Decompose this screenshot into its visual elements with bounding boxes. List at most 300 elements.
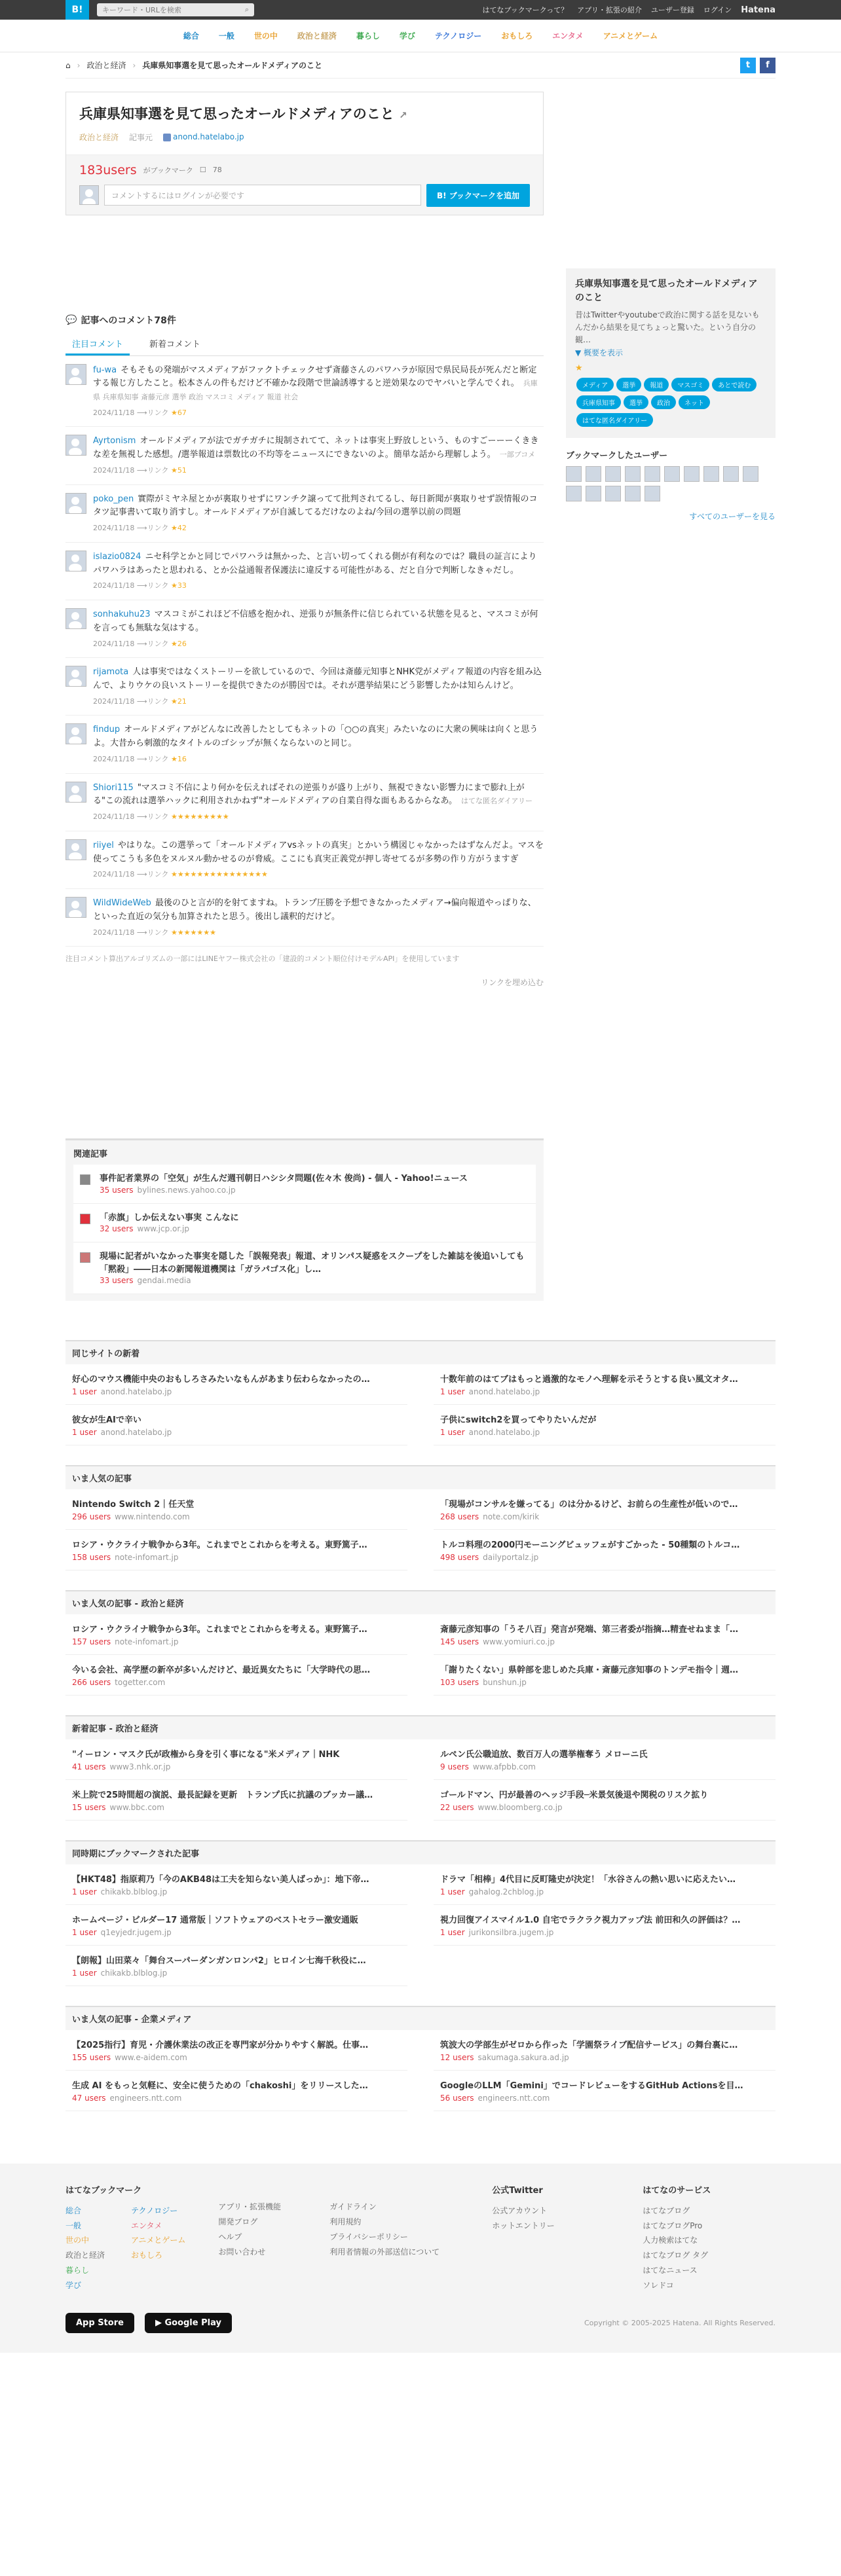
tag-pill[interactable]: 選挙 <box>616 378 641 391</box>
avatar[interactable] <box>65 551 86 571</box>
comment-user[interactable]: fu-wa <box>93 365 117 375</box>
footer-link[interactable]: 利用規約 <box>329 2217 362 2226</box>
footer-link[interactable]: ヘルプ <box>218 2232 242 2241</box>
user-avatar[interactable] <box>586 466 601 482</box>
star-count[interactable]: ★16 <box>170 755 187 764</box>
article-item[interactable] <box>65 1489 407 1530</box>
article-title[interactable]: 【朗報】山田菜々「舞台スーパーダンガンロンパ2」ヒロイン七海千秋役に… <box>72 1956 366 1967</box>
article-title[interactable]: 好心のマウス機能中央のおもしろさみたいなもんがあまり伝わらなかったの… <box>72 1375 370 1385</box>
user-avatar[interactable] <box>625 466 641 482</box>
footer-link[interactable]: ガイドライン <box>329 2202 377 2212</box>
footer-link[interactable]: 政治と経済 <box>65 2251 105 2260</box>
footer-link[interactable]: 学び <box>65 2280 82 2290</box>
star-count[interactable]: ★51 <box>170 466 187 475</box>
article-item[interactable] <box>434 2071 776 2111</box>
star-count[interactable]: ★33 <box>170 581 187 590</box>
search-icon[interactable]: ⌕ <box>244 5 249 14</box>
article-title[interactable]: 彼女が生AIで辛い <box>72 1415 141 1426</box>
top-link-0[interactable]: はてなブックマークって？ <box>482 6 569 14</box>
article-domain: gahalog.2chblog.jp <box>468 1887 544 1897</box>
comment-item <box>65 774 544 831</box>
user-avatar[interactable] <box>645 466 660 482</box>
comment-item <box>65 356 544 427</box>
article-users[interactable]: 268 users <box>440 1512 479 1522</box>
section <box>65 1840 776 1986</box>
comment-date[interactable]: 2024/11/18 <box>93 466 135 475</box>
top-link-3[interactable]: ログイン <box>703 6 732 14</box>
article-users[interactable]: 145 users <box>440 1637 479 1647</box>
related-articles <box>65 1138 544 1301</box>
article-domain: anond.hatelabo.jp <box>100 1428 172 1438</box>
link-icon[interactable]: ⟶リンク <box>134 928 171 937</box>
footer-link[interactable]: 一般 <box>65 2221 82 2230</box>
article-title[interactable]: トルコ料理の2000円モーニングビュッフェがすごかった - 50種類のトルコ… <box>440 1540 740 1551</box>
footer-link[interactable]: はてなブログ <box>643 2205 690 2215</box>
add-bookmark-button[interactable]: B! ブックマークを追加 <box>426 184 530 207</box>
related-thumb-icon <box>80 1174 90 1185</box>
avatar[interactable] <box>65 782 86 803</box>
article-users[interactable]: 266 users <box>72 1678 111 1688</box>
article-item[interactable] <box>434 1864 776 1905</box>
article-users[interactable]: 103 users <box>440 1678 479 1688</box>
show-summary-link[interactable]: ▼ 概要を表示 <box>575 348 624 357</box>
article-users[interactable]: 1 user <box>440 1387 465 1397</box>
article-domain: q1eyjedr.jugem.jp <box>100 1928 172 1938</box>
link-icon[interactable]: ⟶リンク <box>134 639 171 648</box>
footer-link[interactable]: アプリ・拡張機能 <box>218 2202 281 2212</box>
comment-list <box>65 356 544 947</box>
app-store-badge[interactable]: App Store <box>65 2313 134 2333</box>
article-item[interactable] <box>434 1614 776 1655</box>
comment-user[interactable]: rijamota <box>93 667 129 678</box>
comment-text: 實際がミヤネ屋とかが裏取りせずにワンチク譲ってて批判されてるし、毎日新聞が裏取りせず誤情報のコタツ記事書いて取り消すし。オールドメディアが自滅してるだけなのよね/今回の選挙以前の問題 <box>93 494 538 518</box>
footer-link[interactable]: お問い合わせ <box>218 2247 266 2257</box>
comment-date[interactable]: 2024/11/18 <box>93 928 135 937</box>
hatena-bookmark-logo[interactable]: B! <box>65 0 89 20</box>
user-avatar[interactable] <box>625 486 641 501</box>
related-title[interactable]: 事件記者業界の「空気」が生んだ週刊朝日ハシシタ問題(佐々木 俊尚) - 個人 - Yahoo!ニュース <box>100 1174 468 1184</box>
main-column <box>65 79 544 1301</box>
article-title[interactable]: 【HKT48】指原莉乃「今のAKB48は工夫を知らない美人ばっか」：地下帝… <box>72 1875 369 1885</box>
article-item[interactable] <box>434 1364 776 1405</box>
tag-pill[interactable]: 選挙 <box>624 395 648 409</box>
link-icon[interactable]: ⟶リンク <box>134 466 171 475</box>
section <box>65 1465 776 1570</box>
avatar[interactable] <box>65 608 86 629</box>
user-avatar[interactable] <box>743 466 758 482</box>
comment-tags[interactable]: 兵庫県 兵庫県知事 斎藤元彦 選挙 政治 マスコミ メディア 報道 社会 <box>93 379 538 402</box>
tab-new-comments[interactable]: 新着コメント <box>149 339 201 350</box>
article-users[interactable]: 1 user <box>72 1968 97 1978</box>
breadcrumb-category[interactable]: 政治と経済 <box>86 61 126 70</box>
article-users[interactable]: 56 users <box>440 2094 474 2103</box>
link-icon[interactable]: ⟶リンク <box>134 408 171 417</box>
related-title: 関連記事 <box>73 1150 108 1160</box>
article-domain: anond.hatelabo.jp <box>468 1387 540 1397</box>
article-domain: dailyportalz.jp <box>483 1553 539 1563</box>
footer-link[interactable]: 利用者情報の外部送信について <box>329 2247 440 2257</box>
entry-summary-box <box>566 268 776 438</box>
section <box>65 1715 776 1821</box>
comment-user[interactable]: sonhakuhu23 <box>93 609 151 620</box>
footer-link[interactable]: はてなブログ タグ <box>643 2251 709 2260</box>
article-domain: www3.nhk.or.jp <box>109 1762 171 1772</box>
article-users[interactable]: 1 user <box>72 1387 97 1397</box>
related-title[interactable]: 現場に記者がいなかった事実を隠した「誤報発表」報道、オリンパス疑惑をスクープをした雑誌を後追いしても「黙殺」――日本の新聞報道機関は「ガラパゴス化」し… <box>100 1252 525 1275</box>
comment-text: そもそもの発端がマスメディアがファクトチェックせず斎藤さんのパワハラが原因で県民局長が死んだと断定する報じ方したこと。松本さんの件もだけど不確かな段階で世論誘導すると逆効果なのでヤバいと学んでくれ。 <box>93 365 537 389</box>
article-users[interactable]: 1 user <box>440 1928 465 1938</box>
article-item[interactable] <box>434 1405 776 1445</box>
comment-input[interactable]: コメントするにはログインが必要です <box>104 185 421 206</box>
external-link-icon[interactable]: ↗ <box>399 109 407 121</box>
bookmark-user-avatars <box>566 466 776 501</box>
star-count[interactable]: ★21 <box>170 697 187 706</box>
article-title[interactable]: 「現場がコンサルを嫌ってる」のは分かるけど、お前らの生産性が低いので… <box>440 1500 738 1510</box>
article-title[interactable]: 視力回復アイスマイル1.0 自宅でラクラク視力アップ法 前田和久の評価は？… <box>440 1915 741 1926</box>
entry-source-label: 記事元 <box>129 132 153 142</box>
article-title[interactable]: ロシア・ウクライナ戦争から3年。これまでとこれからを考える。東野篤子… <box>72 1540 367 1551</box>
user-avatar[interactable] <box>645 486 660 501</box>
article-users[interactable]: 9 users <box>440 1762 469 1772</box>
comment-user[interactable]: Shiori115 <box>93 782 134 793</box>
article-title[interactable]: 子供にswitch2を買ってやりたいんだが <box>440 1415 597 1426</box>
star-count[interactable]: ★67 <box>170 408 187 417</box>
article-item[interactable] <box>65 1364 407 1405</box>
section <box>65 1340 776 1445</box>
footer-link[interactable]: テクノロジー <box>131 2205 178 2215</box>
user-avatar[interactable] <box>605 466 621 482</box>
article-item[interactable] <box>65 1864 407 1905</box>
search-input[interactable] <box>97 3 254 16</box>
avatar[interactable] <box>65 897 86 918</box>
avatar <box>79 185 99 205</box>
comment-date[interactable]: 2024/11/18 <box>93 812 135 822</box>
section-title: 新着記事 - 政治と経済 <box>65 1715 776 1739</box>
search-placeholder: キーワード・URLを検索 <box>102 6 181 14</box>
article-users[interactable]: 1 user <box>72 1428 97 1438</box>
entry-site[interactable]: anond.hatelabo.jp <box>163 132 244 141</box>
user-avatar[interactable] <box>664 466 680 482</box>
comment-tags[interactable]: 一部ブコメ <box>499 450 536 460</box>
section-title: 同じサイトの新着 <box>65 1340 776 1364</box>
all-users-link[interactable]: すべてのユーザーを見る <box>689 511 776 521</box>
article-domain: togetter.com <box>115 1678 166 1688</box>
comment-date[interactable]: 2024/11/18 <box>93 697 135 706</box>
article-item[interactable] <box>434 1655 776 1696</box>
related-users[interactable]: 35 users <box>100 1185 134 1195</box>
comment-tags[interactable]: はてな匿名ダイアリー <box>461 797 533 806</box>
comment-text: マスコミがこれほど不信感を抱かれ、逆張りが無条件に信じられている状態を見ると、マスコミが何を言っても無駄な気はする。 <box>93 609 538 633</box>
home-icon[interactable]: ⌂ <box>65 60 71 70</box>
article-domain: sakumaga.sakura.ad.jp <box>477 2053 569 2063</box>
article-item[interactable] <box>434 1739 776 1780</box>
article-item[interactable] <box>434 2030 776 2071</box>
tag-pill[interactable]: メディア <box>576 378 614 391</box>
article-domain: www.bbc.com <box>109 1803 164 1813</box>
article-users[interactable]: 158 users <box>72 1553 111 1563</box>
article-title[interactable]: ゴールドマン、円が最善のヘッジ手段─米景気後退や関税のリスク拡り <box>440 1790 709 1801</box>
related-domain: www.jcp.or.jp <box>137 1224 189 1234</box>
comment-user[interactable]: islazio0824 <box>93 551 141 562</box>
avatar[interactable] <box>65 435 86 456</box>
article-title[interactable]: 「謝りたくない」県幹部を悲しめた兵庫・斎藤元彦知事のトンデモ指令｜週… <box>440 1665 739 1676</box>
link-icon[interactable]: ⟶リンク <box>134 581 171 590</box>
article-title[interactable]: 【2025指行】育児・介護休業法の改正を専門家が分かりやすく解説。仕事… <box>72 2041 369 2051</box>
article-users[interactable]: 1 user <box>72 1928 97 1938</box>
star-count[interactable]: ★26 <box>170 639 187 648</box>
article-domain: chikakb.blblog.jp <box>100 1968 168 1978</box>
comment-date[interactable]: 2024/11/18 <box>93 408 135 417</box>
article-item[interactable] <box>65 1405 407 1445</box>
link-icon[interactable]: ⟶リンク <box>134 755 171 764</box>
article-users[interactable]: 47 users <box>72 2094 106 2103</box>
copyright: Copyright © 2005-2025 Hatena. All Rights Reserved. <box>584 2318 776 2327</box>
link-icon[interactable]: ⟶リンク <box>134 697 171 706</box>
share-buttons <box>740 58 776 73</box>
footer-link[interactable]: アニメとゲーム <box>131 2236 186 2245</box>
article-title[interactable]: ドラマ「相棒」4代目に反町隆史が決定！「水谷さんの熱い思いに応えたい… <box>440 1875 736 1885</box>
bookmark-users-title: ブックマークしたユーザー <box>566 450 668 461</box>
comment-text: 最後のひと言が的を射てますね。トランプ圧勝を予想できなかったメディア→偏向報道やっぱりな、といった直近の気分も加算されたと思う。後出し議釈的だけど。 <box>93 898 536 922</box>
breadcrumb-title: 兵庫県知事選を見て思ったオールドメディアのこと <box>142 61 322 70</box>
related-thumb-icon <box>80 1252 90 1263</box>
star-count[interactable]: ★★★★★★★★★★★★★★★ <box>170 870 268 879</box>
tag-list <box>575 376 766 429</box>
tag-pill[interactable]: 報道 <box>644 378 669 391</box>
article-item[interactable] <box>434 1489 776 1530</box>
comment-count: 78 <box>212 166 222 174</box>
article-item[interactable] <box>65 1780 407 1821</box>
article-domain: www.nintendo.com <box>115 1512 190 1522</box>
article-title[interactable]: 斎藤元彦知事の「うそ八百」発言が発端、第三者委が指摘…精査せねまま「… <box>440 1625 739 1635</box>
article-item[interactable] <box>434 1530 776 1570</box>
article-item[interactable] <box>434 1780 776 1821</box>
comment-count-icon: ☐ <box>199 166 206 174</box>
article-title[interactable]: 十数年前のはてブはもっと過激的なモノへ理解を示そうとする良い風文オタ… <box>440 1375 738 1385</box>
footer-twitter-title: 公式Twitter <box>492 2186 543 2196</box>
nav-category-2[interactable]: 世の中 <box>253 31 278 41</box>
related-item[interactable] <box>73 1165 536 1204</box>
site-favicon-icon <box>163 134 171 141</box>
related-item[interactable] <box>73 1204 536 1243</box>
top-link-2[interactable]: ユーザー登録 <box>650 6 694 14</box>
bookmark-users-count[interactable]: 183users <box>79 162 137 177</box>
user-avatar[interactable] <box>684 466 700 482</box>
tag-pill[interactable]: 政治 <box>651 395 676 409</box>
article-domain: engineers.ntt.com <box>477 2094 550 2103</box>
article-title[interactable]: ルペン氏公職追放、数百万人の選挙権奪う メローニ氏 <box>440 1750 648 1760</box>
article-title[interactable]: 筑波大の学部生がゼロから作った「学園祭ライブ配信サービス」の舞台裏に… <box>440 2041 738 2051</box>
tag-pill[interactable]: 兵庫県知事 <box>576 395 621 409</box>
nav-category-8[interactable]: エンタメ <box>552 31 584 41</box>
article-title[interactable]: 米上院で25時間超の演説、最長記録を更新 トランプ氏に抗議のブッカー議… <box>72 1790 373 1801</box>
article-title[interactable]: GoogleのLLM「Gemini」でコードレビューをするGitHub Actionsを目… <box>440 2081 743 2092</box>
comment-icon: 💬 <box>65 314 77 325</box>
article-title[interactable]: Nintendo Switch 2｜任天堂 <box>72 1500 195 1510</box>
footer-link[interactable]: プライバシーポリシー <box>329 2232 408 2241</box>
comment-text: やはりな。この選挙って「オールドメディアvsネットの真実」とかいう構図じゃなかったはずなんだよ。マスを使ってこうも多色をヌルヌル動かせるのが脅威。ここにも真実正義党が押し寄せてるが多勢の作り方がうますぎ <box>93 840 544 864</box>
link-icon[interactable]: ⟶リンク <box>134 812 171 822</box>
top-links <box>482 5 776 15</box>
article-domain: www.e-aidem.com <box>115 2053 187 2063</box>
comment-user[interactable]: WildWideWeb <box>93 898 151 908</box>
comment-algorithm-note: 注目コメント算出アルゴリズムの一部にはLINEヤフー株式会社の「建設的コメント順位付けモデルAPI」を使用しています <box>65 954 460 964</box>
user-avatar[interactable] <box>566 486 582 501</box>
section-title: いま人気の記事 - 政治と経済 <box>65 1590 776 1614</box>
footer-link[interactable]: はてなブログPro <box>643 2221 703 2230</box>
nav-category-4[interactable]: 暮らし <box>356 31 380 41</box>
user-avatar[interactable] <box>703 466 719 482</box>
article-users[interactable]: 15 users <box>72 1803 106 1813</box>
article-title[interactable]: ロシア・ウクライナ戦争から3年。これまでとこれからを考える。東野篤子… <box>72 1625 367 1635</box>
article-domain: anond.hatelabo.jp <box>100 1387 172 1397</box>
link-icon[interactable]: ⟶リンク <box>134 524 171 533</box>
comment-item <box>65 600 544 658</box>
top-link-1[interactable]: アプリ・拡張の紹介 <box>577 6 642 14</box>
twitter-share-icon[interactable]: t <box>740 58 756 73</box>
avatar[interactable] <box>65 839 86 860</box>
user-avatar[interactable] <box>723 466 739 482</box>
related-thumb-icon <box>80 1214 90 1224</box>
footer <box>0 2164 841 2352</box>
comment-text: オールドメディアが法でガチガチに規制されてて、ネットは事実上野放しという、ものすごーーーくききな差を無視した感想。/選挙報道は票数比の不均等をニュースにできないのよ。簡単な話から理解しよう。 <box>93 436 539 460</box>
tag-pill[interactable]: ネット <box>679 395 710 409</box>
nav-category-5[interactable]: 学び <box>399 31 415 41</box>
article-item[interactable] <box>65 1946 407 1986</box>
article-domain: engineers.ntt.com <box>109 2094 182 2103</box>
bookmark-label: がブックマーク <box>143 166 193 175</box>
article-users[interactable]: 296 users <box>72 1512 111 1522</box>
article-users[interactable]: 498 users <box>440 1553 479 1563</box>
breadcrumb: ⌂ › 政治と経済 › 兵庫県知事選を見て思ったオールドメディアのこと t f <box>65 52 776 79</box>
comment-item <box>65 658 544 716</box>
article-item[interactable] <box>65 1655 407 1696</box>
comment-item <box>65 831 544 889</box>
footer-link[interactable]: 暮らし <box>65 2266 90 2276</box>
section-title: いま人気の記事 <box>65 1465 776 1489</box>
article-users[interactable]: 41 users <box>72 1762 106 1772</box>
article-item[interactable] <box>65 1614 407 1655</box>
article-title[interactable]: 生成 AI をもっと気軽に、安全に使うための「chakoshi」をリリースした… <box>72 2081 368 2092</box>
comment-user[interactable]: Ayrtonism <box>93 436 136 446</box>
tag-pill[interactable]: はてな匿名ダイアリー <box>576 413 653 427</box>
section-title: いま人気の記事 - 企業メディア <box>65 2006 776 2030</box>
comment-user[interactable]: findup <box>93 725 121 735</box>
nav-category-0[interactable]: 総合 <box>183 31 199 41</box>
user-avatar[interactable] <box>605 486 621 501</box>
article-item[interactable] <box>65 1530 407 1570</box>
comment-user[interactable]: poko_pen <box>93 494 134 504</box>
tab-popular-comments[interactable]: 注目コメント <box>65 333 130 355</box>
comment-text: "マスコミ不信により何かを伝えればそれの逆張りが盛り上がり、無視できない影響力にまで膨れ上がる"この流れは選挙ハックに利用されかねず"オールドメディアの自業自得な面もあるからなあ。 <box>93 782 525 807</box>
embed-link[interactable]: リンクを埋め込む <box>481 978 544 988</box>
avatar[interactable] <box>65 666 86 687</box>
user-avatar[interactable] <box>566 466 582 482</box>
footer-link[interactable]: 世の中 <box>65 2236 90 2245</box>
footer-link[interactable]: 人力検索はてな <box>643 2236 698 2245</box>
footer-link[interactable]: 開発ブログ <box>218 2217 258 2226</box>
tag-pill[interactable]: マスゴミ <box>671 378 709 391</box>
footer-link[interactable]: 公式アカウント <box>492 2205 548 2215</box>
sidebar <box>566 79 776 1301</box>
comment-date[interactable]: 2024/11/18 <box>93 581 135 590</box>
article-domain: chikakb.blblog.jp <box>100 1887 168 1897</box>
star-icon[interactable]: ★ <box>575 363 583 373</box>
avatar[interactable] <box>65 364 86 385</box>
article-users[interactable]: 1 user <box>440 1887 465 1897</box>
comment-date[interactable]: 2024/11/18 <box>93 755 135 764</box>
top-bar <box>0 0 841 20</box>
comment-item <box>65 427 544 484</box>
footer-link[interactable]: はてなニュース <box>643 2266 698 2276</box>
article-item[interactable] <box>65 2030 407 2071</box>
related-users[interactable]: 32 users <box>100 1224 134 1234</box>
related-item[interactable] <box>73 1243 536 1294</box>
entry-title[interactable]: 兵庫県知事選を見て思ったオールドメディアのこと <box>79 106 394 122</box>
article-users[interactable]: 12 users <box>440 2053 474 2063</box>
related-title[interactable]: 「赤旗」しか伝えない事実 こんなに <box>100 1212 239 1223</box>
avatar[interactable] <box>65 493 86 514</box>
comment-date[interactable]: 2024/11/18 <box>93 524 135 533</box>
footer-link[interactable]: エンタメ <box>131 2221 162 2230</box>
footer-title: はてなブックマーク <box>65 2186 142 2196</box>
article-users[interactable]: 1 user <box>440 1428 465 1438</box>
tag-pill[interactable]: あとで読む <box>712 378 757 391</box>
section-title: 同時期にブックマークされた記事 <box>65 1840 776 1864</box>
article-item[interactable] <box>65 1739 407 1780</box>
article-users[interactable]: 157 users <box>72 1637 111 1647</box>
hatena-brand[interactable]: Hatena <box>741 5 776 15</box>
article-item[interactable] <box>65 1905 407 1946</box>
article-title[interactable]: ホームページ・ビルダー17 通常版｜ソフトウェアのベストセラー激安通販 <box>72 1915 358 1926</box>
user-avatar[interactable] <box>586 486 601 501</box>
footer-link[interactable]: ソレドコ <box>643 2280 674 2290</box>
facebook-share-icon[interactable]: f <box>760 58 776 73</box>
footer-link[interactable]: ホットエントリー <box>492 2221 555 2230</box>
article-title[interactable]: "イーロン・マスク氏が政権から身を引く事になる"米メディア｜NHK <box>72 1750 340 1760</box>
footer-services-title: はてなのサービス <box>643 2186 711 2196</box>
footer-link[interactable]: おもしろ <box>131 2251 163 2260</box>
star-count[interactable]: ★42 <box>170 524 187 533</box>
avatar[interactable] <box>65 723 86 744</box>
nav-category-1[interactable]: 一般 <box>218 31 234 41</box>
related-users[interactable]: 33 users <box>100 1276 134 1286</box>
footer-link[interactable]: 総合 <box>65 2205 82 2215</box>
article-item[interactable] <box>434 1905 776 1946</box>
entry-category[interactable]: 政治と経済 <box>79 132 119 142</box>
star-count[interactable]: ★★★★★★★★★ <box>170 812 229 822</box>
article-title[interactable]: 今いる会社、高学歴の新卒が多いんだけど、最近異女たちに「大学時代の思… <box>72 1665 371 1676</box>
article-users[interactable]: 1 user <box>72 1887 97 1897</box>
article-users[interactable]: 155 users <box>72 2053 111 2063</box>
link-icon[interactable]: ⟶リンク <box>134 870 171 879</box>
comment-tabs <box>65 333 544 356</box>
comment-user[interactable]: riiyel <box>93 840 114 850</box>
star-count[interactable]: ★★★★★★★ <box>170 928 216 937</box>
article-item[interactable] <box>65 2071 407 2111</box>
article-users[interactable]: 22 users <box>440 1803 474 1813</box>
comment-date[interactable]: 2024/11/18 <box>93 870 135 879</box>
nav-category-9[interactable]: アニメとゲーム <box>603 31 658 41</box>
nav-category-3[interactable]: 政治と経済 <box>297 31 337 41</box>
comment-date[interactable]: 2024/11/18 <box>93 639 135 648</box>
section <box>65 1590 776 1696</box>
bookmark-row <box>66 154 543 215</box>
nav-category-6[interactable]: テクノロジー <box>434 31 482 41</box>
section <box>65 2006 776 2111</box>
nav-category-7[interactable]: おもしろ <box>501 31 533 41</box>
google-play-badge[interactable]: ▶ Google Play <box>145 2313 232 2333</box>
